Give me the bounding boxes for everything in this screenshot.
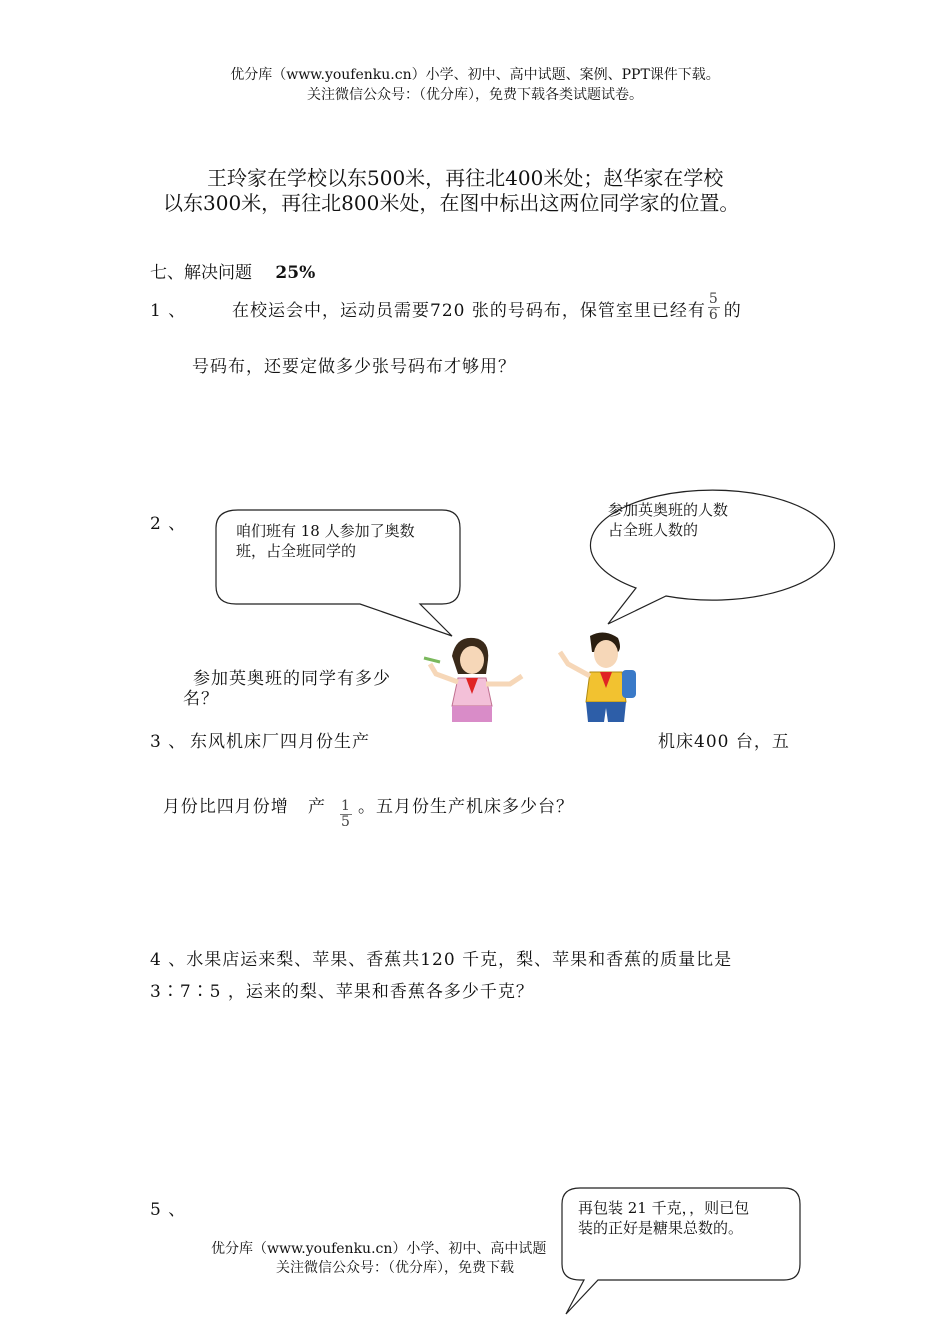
section-score: 25%: [275, 263, 316, 283]
q3-number: 3 、: [150, 732, 187, 752]
q3-line-2-b: 。五月份生产机床多少台？: [357, 797, 574, 817]
q3-line-2-a: 月份比四月份增 产: [162, 797, 327, 817]
right-bubble-line-2: 占全班人数的: [608, 521, 699, 539]
q3-text-b: 机床400 台，五: [658, 732, 790, 752]
q4-number: 4 、: [150, 950, 187, 970]
footer-line-1: 优分库（www.youfenku.cn）小学、初中、高中试题: [211, 1241, 547, 1257]
q3-frac-num: 1: [341, 798, 351, 814]
footer-line-2: 关注微信公众号：（优分库），免费下载: [276, 1260, 514, 1276]
intro-line-2: 以东300米，再往北800米处，在图中标出这两位同学家的位置。: [163, 191, 740, 215]
q2-number: 2 、: [150, 514, 187, 534]
q1-line-2: 号码布，还要定做多少张号码布才够用？: [192, 357, 516, 377]
girl-student-illustration: [422, 634, 532, 726]
q2-question-line-2: 名？: [183, 689, 219, 709]
q1-number: 1 、: [150, 301, 187, 321]
left-bubble-line-2: 班，占全班同学的: [236, 542, 357, 560]
left-bubble-text: [236, 521, 415, 561]
header-line-2: 关注微信公众号：（优分库），免费下载各类试题试卷。: [307, 87, 643, 103]
section-title-text: 七、解决问题: [150, 263, 252, 283]
q5-number: 5 、: [150, 1200, 187, 1220]
q1-frac-num: 5: [708, 291, 719, 307]
q4-line-1: [150, 945, 732, 970]
right-bubble-text: [608, 500, 728, 540]
q2-question-line-1: 参加英奥班的同学有多少: [193, 669, 391, 689]
intro-line-1: 王玲家在学校以东500米，再往北400米处；赵华家在学校: [207, 166, 724, 190]
q4-line-2: 3∶7∶5 ，运来的梨、苹果和香蕉各多少千克？: [150, 982, 534, 1002]
boy-student-illustration: [554, 630, 646, 724]
q1-text-b: 的: [723, 301, 742, 321]
q1-text-a: 在校运会中，运动员需要720 张的号码布，保管室里已经有: [232, 301, 706, 321]
q3-text-a: 东风机床厂四月份生产: [190, 732, 370, 752]
q3-fraction: [340, 799, 352, 830]
left-bubble-line-1: 咱们班有 18 人参加了奥数: [236, 522, 415, 540]
bottom-bubble-line-2: 装的正好是糖果总数的。: [578, 1219, 744, 1237]
bottom-bubble-line-1: 再包装 21 千克，，则已包: [578, 1199, 750, 1217]
q4-text-1: 水果店运来梨、苹果、香蕉共120 千克，梨、苹果和香蕉的质量比是: [186, 950, 733, 970]
q1-frac-den: 6: [708, 307, 719, 323]
q3-frac-den: 5: [341, 814, 351, 830]
right-bubble-line-1: 参加英奥班的人数: [608, 501, 729, 519]
q3-line-2: [150, 765, 574, 830]
header-line-1: 优分库（www.youfenku.cn）小学、初中、高中试题、案例、PPT课件下载。: [230, 67, 720, 83]
bottom-bubble-text: [578, 1198, 749, 1238]
